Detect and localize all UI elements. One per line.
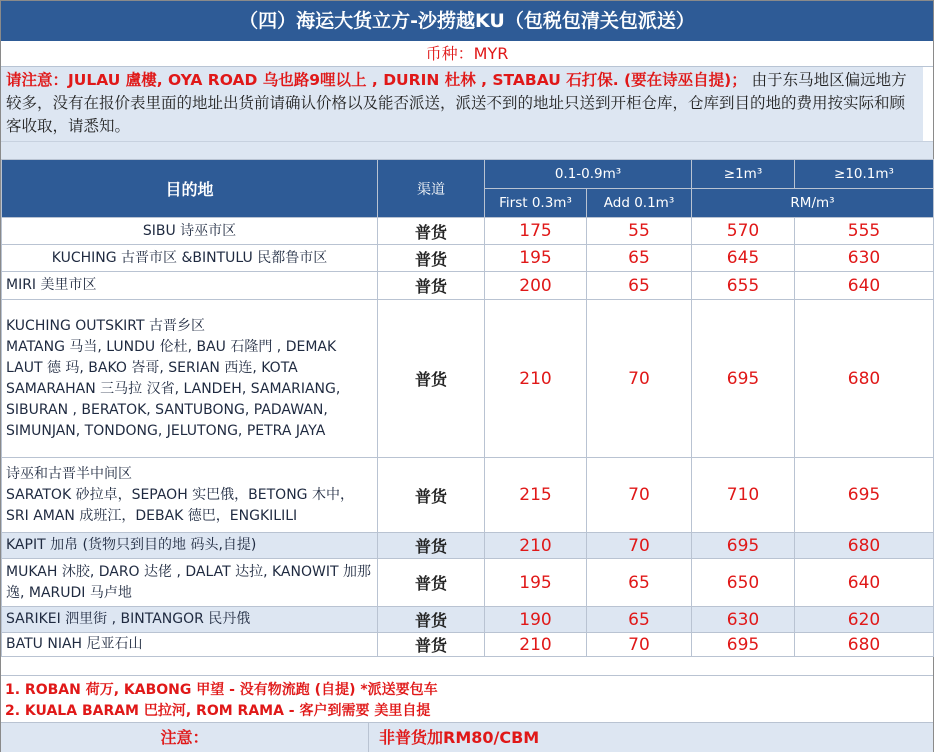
channel-cell: 普货	[378, 607, 485, 633]
footer-value: 非普货加RM80/CBM	[379, 728, 540, 747]
footnote-2: 2. KUALA BARAM 巴拉河, ROM RAMA - 客户到需要 美里自提	[5, 703, 431, 719]
rate-1m-cell: 695	[692, 300, 795, 458]
destination-cell: SIBU 诗巫市区	[2, 218, 378, 245]
rate-1m-cell: 645	[692, 245, 795, 272]
table-row	[2, 245, 934, 272]
rate-table	[1, 159, 934, 657]
destination-cell: KUCHING 古晋市区 &BINTULU 民都鲁市区	[2, 245, 378, 272]
rate-10m-cell: 680	[795, 300, 934, 458]
channel-cell: 普货	[378, 300, 485, 458]
first-price-cell: 195	[485, 245, 587, 272]
rate-10m-cell: 680	[795, 633, 934, 657]
rate-1m-cell: 570	[692, 218, 795, 245]
rate-10m-cell: 640	[795, 559, 934, 607]
rate-10m-cell: 620	[795, 607, 934, 633]
spacer-row	[1, 141, 933, 160]
destination-cell: 诗巫和古晋半中间区 SARATOK 砂拉卓，SEPAOH 实巴俄，BETONG 木中， SRI AMAN 成班江，DEBAK 德巴，ENGKILILI	[2, 458, 378, 533]
destination-cell: MUKAH 沐胶, DARO 达佬 , DALAT 达拉, KANOWIT 加那逸, MARUDI 马卢地	[2, 559, 378, 607]
rate-1m-cell: 695	[692, 633, 795, 657]
header-unit: RM/m³	[692, 189, 934, 218]
destination-cell: SARIKEI 泗里街 , BINTANGOR 民丹俄	[2, 607, 378, 633]
rate-10m-cell: 555	[795, 218, 934, 245]
footer-note	[1, 722, 933, 752]
rate-1m-cell: 630	[692, 607, 795, 633]
destination-cell: MIRI 美里市区	[2, 272, 378, 300]
table-row	[2, 559, 934, 607]
destination-cell: KAPIT 加帛 (货物只到目的地 码头,自提)	[2, 533, 378, 559]
first-price-cell: 210	[485, 633, 587, 657]
header-add: Add 0.1m³	[587, 189, 692, 218]
table-row	[2, 633, 934, 657]
header-range-10m: ≥10.1m³	[795, 160, 934, 189]
header-first: First 0.3m³	[485, 189, 587, 218]
rate-1m-cell: 710	[692, 458, 795, 533]
channel-cell: 普货	[378, 533, 485, 559]
rate-1m-cell: 695	[692, 533, 795, 559]
first-price-cell: 210	[485, 300, 587, 458]
channel-cell: 普货	[378, 458, 485, 533]
add-price-cell: 65	[587, 607, 692, 633]
destination-cell: BATU NIAH 尼亚石山	[2, 633, 378, 657]
first-price-cell: 200	[485, 272, 587, 300]
add-price-cell: 65	[587, 272, 692, 300]
first-price-cell: 195	[485, 559, 587, 607]
table-row	[2, 607, 934, 633]
table-row	[2, 272, 934, 300]
first-price-cell: 175	[485, 218, 587, 245]
footnote-1: 1. ROBAN 荷万, KABONG 甲望 - 没有物流跑 (自提) *派送要包车	[5, 682, 438, 698]
rate-1m-cell: 650	[692, 559, 795, 607]
header-range-small: 0.1-0.9m³	[485, 160, 692, 189]
table-row	[2, 458, 934, 533]
notice-warning: 请注意：JULAU 盧樓, OYA ROAD 乌也路9哩以上 , DURIN 杜林 , STABAU 石打保. (要在诗巫自提)；	[6, 71, 747, 89]
footer-label: 注意：	[1, 723, 369, 752]
header-channel: 渠道	[378, 160, 485, 218]
header-destination: 目的地	[2, 160, 378, 218]
first-price-cell: 215	[485, 458, 587, 533]
page-title: （四）海运大货立方-沙捞越KU（包税包清关包派送）	[1, 1, 933, 41]
channel-cell: 普货	[378, 559, 485, 607]
add-price-cell: 70	[587, 633, 692, 657]
currency-label: 币种：MYR	[1, 42, 933, 67]
channel-cell: 普货	[378, 633, 485, 657]
header-range-1m: ≥1m³	[692, 160, 795, 189]
add-price-cell: 70	[587, 300, 692, 458]
destination-cell: KUCHING OUTSKIRT 古晋乡区 MATANG 马当, LUNDU 伦杜, BAU 石隆門 , DEMAK LAUT 德 玛, BAKO 峇哥, SERIAN 西连, KOTA SAMARAHAN 三马拉 汉省, LANDEH, SAMARIANG, SIBURAN , BERATOK, SANTUBONG, PADAWAN, SIMUNJAN, TONDONG, JELUTONG, PETRA JAYA	[2, 300, 378, 458]
channel-cell: 普货	[378, 272, 485, 300]
add-price-cell: 70	[587, 458, 692, 533]
add-price-cell: 70	[587, 533, 692, 559]
add-price-cell: 65	[587, 559, 692, 607]
notice-box	[1, 67, 923, 141]
add-price-cell: 55	[587, 218, 692, 245]
first-price-cell: 210	[485, 533, 587, 559]
footnotes	[1, 675, 933, 721]
rate-10m-cell: 695	[795, 458, 934, 533]
channel-cell: 普货	[378, 218, 485, 245]
channel-cell: 普货	[378, 245, 485, 272]
table-row	[2, 300, 934, 458]
table-row	[2, 218, 934, 245]
rate-10m-cell: 640	[795, 272, 934, 300]
add-price-cell: 65	[587, 245, 692, 272]
first-price-cell: 190	[485, 607, 587, 633]
rate-10m-cell: 680	[795, 533, 934, 559]
table-row	[2, 533, 934, 559]
rate-1m-cell: 655	[692, 272, 795, 300]
rate-10m-cell: 630	[795, 245, 934, 272]
notice-text: 由于东马地区偏远地方较多，没有在报价表里面的地址出货前请确认价格以及能否派送，派送不到的地址只送到开柜仓库，仓库到目的地的费用按实际和顾客收取，请悉知。	[6, 71, 907, 135]
